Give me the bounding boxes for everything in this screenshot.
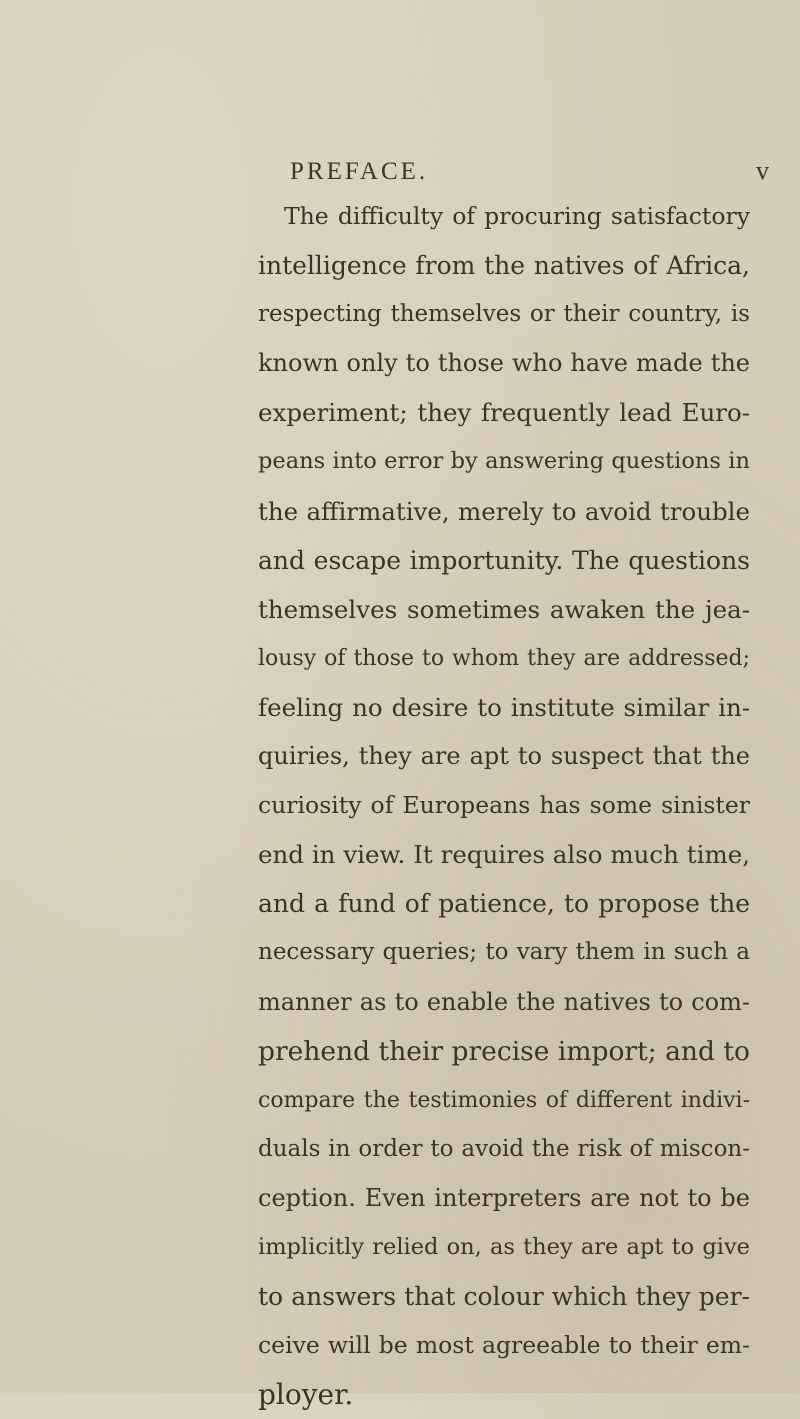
text-line: and escape importunity. The questions	[258, 545, 750, 575]
text-line: feeling no desire to institute similar in-	[258, 692, 750, 722]
running-head: PREFACE.	[290, 158, 429, 185]
text-line: intelligence from the natives of Africa,	[258, 251, 750, 281]
text-line: compare the testimonies of different indivi-	[258, 1087, 750, 1113]
text-line: necessary queries; to vary them in such a	[258, 939, 750, 966]
text-line: duals in order to avoid the risk of miscon-	[258, 1135, 750, 1162]
page-number: v	[756, 156, 769, 185]
text-line: ception. Even interpreters are not to be	[258, 1183, 750, 1212]
text-line: the affirmative, merely to avoid trouble	[258, 496, 750, 526]
text-line: curiosity of Europeans has some sinister	[258, 791, 750, 820]
preface-paragraph	[258, 192, 750, 1419]
text-line: The difficulty of procuring satisfactory	[284, 202, 750, 230]
text-line: to answers that colour which they per-	[258, 1282, 750, 1312]
text-line: and a fund of patience, to propose the	[258, 889, 750, 919]
text-line: end in view. It requires also much time,	[258, 840, 750, 870]
text-line: implicitly relied on, as they are apt to give	[258, 1233, 750, 1260]
text-line: ployer.	[258, 1378, 354, 1412]
text-line: quiries, they are apt to suspect that the	[258, 742, 750, 771]
text-line: ceive will be most agreeable to their em-	[258, 1331, 750, 1360]
text-line: experiment; they frequently lead Euro-	[258, 398, 750, 428]
text-line: themselves sometimes awaken the jea-	[258, 594, 750, 624]
text-line: lousy of those to whom they are addressed;	[258, 645, 750, 671]
text-line: manner as to enable the natives to com-	[258, 987, 750, 1016]
text-line: prehend their precise import; and to	[258, 1035, 750, 1067]
text-line: respecting themselves or their country, is	[258, 301, 750, 328]
text-line: peans into error by answering questions in	[258, 448, 750, 475]
text-line: known only to those who have made the	[258, 349, 750, 378]
